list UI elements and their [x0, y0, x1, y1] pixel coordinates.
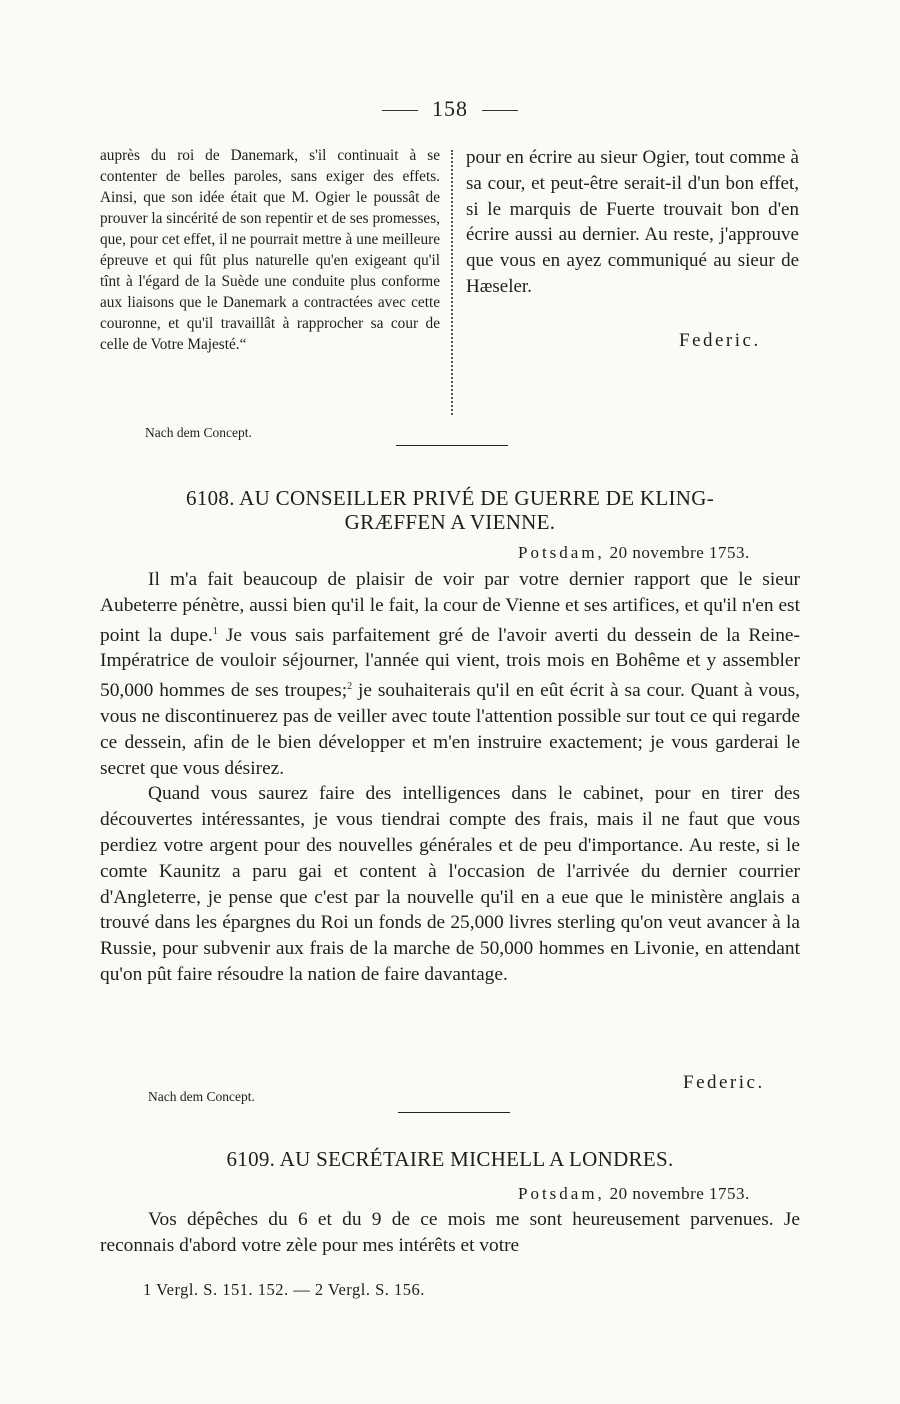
- letter-6109-place-date: [518, 1184, 750, 1204]
- continuation-left-column: auprès du roi de Danemark, s'il continuait à se contenter de belles paroles, sans exiger des effets. Ainsi, que son idée était que M. Ogier le poussât de prouver la sincérité de son repentir et de ses promesses, que, pour cet effet, il ne pourrait mettre à une meilleure épreuve et qui fût plus naturelle qu'en exigeant qu'il tînt à l'égard de la Suède une conduite plus conforme aux liaisons que le Danemark a contractées avec cette couronne, et qu'il travaillât à rapprocher sa cour de celle de Votre Majesté.“: [100, 147, 440, 353]
- section-rule: [396, 445, 508, 446]
- letter-6108-text-1a: Il m'a fait beaucoup de plaisir de voir par votre dernier rapport que le sieur Aubeterre pénètre, aussi bien qu'il le fait, la cour de Vienne et ses artifices, et qu'il n'en est point la dupe.: [100, 569, 800, 646]
- letter-6108-source-note: Nach dem Concept.: [148, 1089, 255, 1104]
- letter-6108-body: [100, 567, 800, 988]
- letter-6109-place: Potsdam,: [518, 1184, 605, 1203]
- footnote-ref-1: 1: [212, 625, 218, 637]
- section-rule: [398, 1112, 510, 1113]
- letter-6108-place-date: [518, 543, 750, 563]
- letter-6108-paragraph-1: [100, 567, 800, 781]
- letter-6109-paragraph-1: Vos dépêches du 6 et du 9 de ce mois me sont heureusement parvenues. Je reconnais d'abord votre zèle pour mes intérêts et votre: [100, 1209, 800, 1256]
- continuation-source-note: Nach dem Concept.: [145, 425, 252, 440]
- letter-6108-text-1c: je souhaiterais qu'il en eût écrit à sa cour. Quant à vous, vous ne discontinuerez pas de veiller avec toute l'attention possible sur tout ce qui regarde ce dessein, afin de le bien développer et m'en instruire exactement; je vous garderai le secret que vous désirez.: [100, 680, 800, 779]
- letter-6108-date: 20 novembre 1753.: [609, 543, 750, 562]
- letter-6108-heading: [100, 486, 800, 534]
- letter-6109-heading: 6109. AU SECRÉTAIRE MICHELL A LONDRES.: [226, 1147, 674, 1171]
- letter-6108-place: Potsdam,: [518, 543, 605, 562]
- page-number: [0, 96, 900, 122]
- page-number-dash-right: [482, 110, 518, 111]
- column-divider: [451, 150, 453, 415]
- letter-6108-paragraph-2: Quand vous saurez faire des intelligences dans le cabinet, pour en tirer des découvertes intéressantes, je vous tiendrai compte des frais, mais il ne faut que vous perdiez votre argent pour des nouvelles générales et de peu d'importance. Au reste, si le comte Kaunitz a paru gai et content à l'occasion de l'arrivée du dernier courrier d'Angleterre, je pense que c'est par la nouvelle qu'il en a eue que le ministère anglais a trouvé dans les épargnes du Roi un fonds de 25,000 livres sterling qu'on veut avancer à la Russie, pour subvenir aux frais de la marche de 50,000 hommes en Livonie, en attendant qu'on pût faire résoudre la nation de faire davantage.: [100, 783, 800, 985]
- footnotes: 1 Vergl. S. 151. 152. — 2 Vergl. S. 156.: [143, 1280, 425, 1299]
- continuation-right-column: pour en écrire au sieur Ogier, tout comme à sa cour, et peut-être serait-il d'un bon effet, si le marquis de Fuerte trouvait bon d'en écrire aussi au dernier. Au reste, j'approuve que vous en ayez communiqué au sieur de Hæseler.: [466, 147, 799, 297]
- letter-6109-body: [100, 1207, 800, 1259]
- letter-6108-text-1b: Je vous sais parfaitement gré de l'avoir averti du dessein de la Reine-Impératrice de vouloir séjourner, l'année qui vient, trois mois en Bohême et y assembler 50,000 hommes de ses troupes;: [100, 624, 800, 702]
- footnote-ref-2: 2: [347, 681, 353, 693]
- page-number-dash-left: [382, 110, 418, 111]
- letter-6108-heading-line2: GRÆFFEN A VIENNE.: [344, 510, 556, 534]
- letter-6109-date: 20 novembre 1753.: [609, 1184, 750, 1203]
- letter-6108-heading-line1: 6108. AU CONSEILLER PRIVÉ DE GUERRE DE KLING-: [186, 486, 714, 510]
- letter-6108-signature: Federic.: [683, 1072, 765, 1093]
- continuation-signature: Federic.: [679, 330, 761, 351]
- page-number-value: 158: [432, 96, 468, 121]
